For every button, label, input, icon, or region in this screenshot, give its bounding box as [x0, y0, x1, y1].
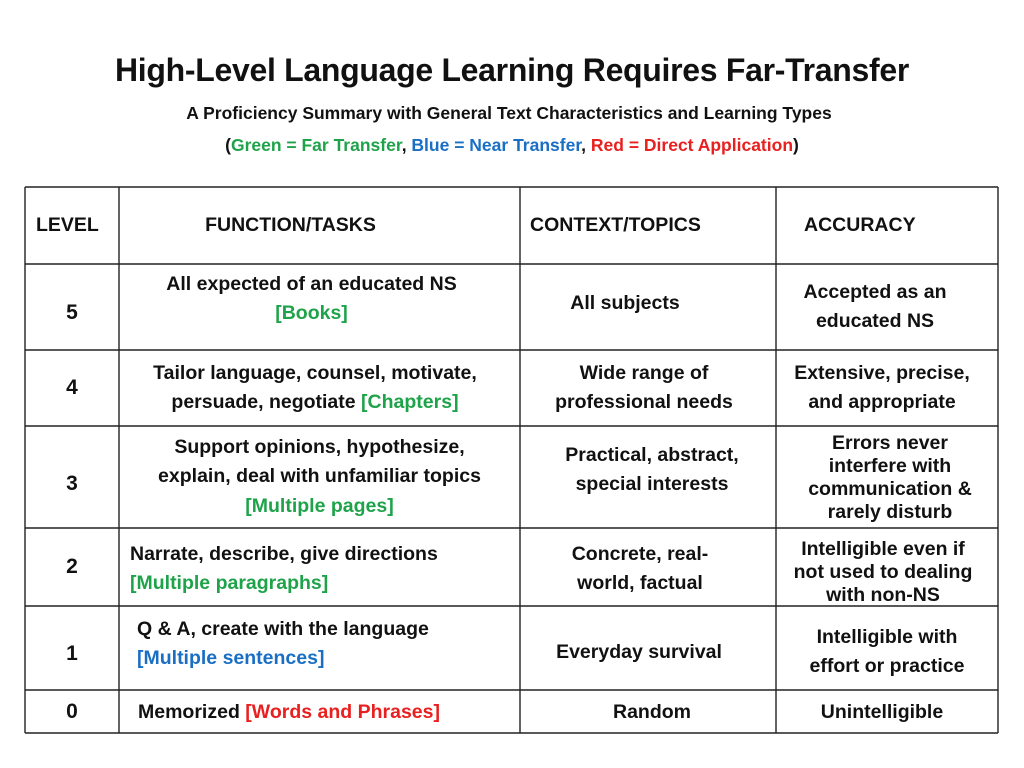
legend-far-transfer: Green = Far Transfer	[230, 135, 402, 155]
level-number: 1	[66, 642, 78, 666]
function-text: Narrate, describe, give directions	[130, 542, 438, 565]
accuracy-text: Errors never	[832, 432, 948, 454]
context-text: Wide range of	[579, 361, 709, 384]
function-text: Tailor language, counsel, motivate,	[153, 361, 477, 384]
legend-close-paren: )	[793, 135, 799, 155]
accuracy-text: effort or practice	[809, 655, 965, 677]
level-number: 4	[66, 376, 78, 400]
context-text: Concrete, real-	[571, 542, 709, 565]
level-number: 2	[66, 555, 78, 579]
header-accuracy-label: ACCURACY	[804, 213, 916, 236]
context-text: professional needs	[555, 391, 733, 413]
function-text: Q & A, create with the language	[137, 617, 429, 640]
context-text: world, factual	[577, 572, 703, 594]
function-text: persuade, negotiate	[171, 391, 356, 413]
header-accuracy	[804, 187, 994, 264]
text-type-direct-application: [Words and Phrases]	[245, 700, 440, 723]
accuracy-text: and appropriate	[808, 391, 956, 413]
function-cell	[138, 690, 518, 735]
accuracy-text: Extensive, precise,	[794, 361, 970, 384]
header-function	[119, 187, 462, 264]
legend-separator: ,	[581, 135, 591, 155]
accuracy-cell	[776, 690, 988, 735]
context-text: Random	[613, 700, 691, 723]
text-type-far-transfer: [Chapters]	[361, 391, 459, 413]
legend-separator: ,	[401, 135, 412, 155]
accuracy-text: interfere with	[828, 455, 952, 477]
context-cell	[520, 350, 768, 426]
function-cell	[137, 606, 517, 682]
text-type-far-transfer: [Books]	[275, 302, 348, 325]
legend-open-paren: (	[225, 135, 231, 155]
header-level	[36, 187, 116, 264]
slide-title: High-Level Language Learning Requires Far-Transfer	[114, 52, 910, 88]
function-text: All expected of an educated NS	[166, 273, 457, 295]
level-cell	[25, 690, 119, 733]
legend-near-transfer: Blue = Near Transfer	[411, 135, 582, 155]
accuracy-text: with non-NS	[826, 583, 940, 606]
context-cell	[520, 426, 784, 514]
level-cell	[25, 350, 119, 426]
context-text: Practical, abstract,	[565, 443, 739, 466]
context-cell	[520, 528, 760, 610]
color-legend	[0, 135, 1024, 156]
accuracy-cell	[776, 264, 974, 350]
context-cell	[520, 690, 784, 735]
context-cell	[520, 616, 758, 690]
accuracy-text: communication &	[808, 478, 972, 500]
slide-subtitle: A Proficiency Summary with General Text Characteristics and Learning Types	[186, 103, 832, 123]
level-cell	[25, 440, 119, 528]
accuracy-cell	[776, 534, 990, 610]
accuracy-text: Unintelligible	[820, 700, 944, 723]
context-cell	[520, 264, 730, 344]
header-level-label: LEVEL	[36, 213, 99, 236]
accuracy-text: Accepted as an	[803, 280, 947, 303]
function-text: explain, deal with unfamiliar topics	[158, 465, 481, 488]
accuracy-cell	[776, 612, 998, 692]
level-number: 0	[66, 699, 78, 723]
function-text: Support opinions, hypothesize,	[174, 436, 465, 459]
accuracy-cell	[776, 350, 988, 426]
header-context	[530, 187, 770, 264]
function-cell	[119, 350, 511, 426]
level-number: 5	[66, 301, 78, 325]
context-text: special interests	[575, 473, 729, 495]
function-cell	[119, 270, 504, 344]
accuracy-text: not used to dealing	[793, 560, 973, 583]
accuracy-text: educated NS	[815, 310, 935, 332]
accuracy-text: Intelligible even if	[801, 537, 965, 560]
level-cell	[25, 528, 119, 606]
legend-direct-application: Red = Direct Application	[590, 135, 794, 155]
text-type-near-transfer: [Multiple sentences]	[137, 647, 325, 669]
header-function-label: FUNCTION/TASKS	[205, 213, 376, 236]
level-cell	[25, 270, 119, 356]
accuracy-text: rarely disturb	[827, 501, 953, 523]
accuracy-text: Intelligible with	[816, 625, 958, 648]
function-cell	[130, 532, 518, 606]
function-cell	[119, 426, 520, 528]
accuracy-cell	[776, 428, 1004, 528]
header-context-label: CONTEXT/TOPICS	[530, 213, 701, 236]
context-text: Everyday survival	[556, 641, 722, 664]
level-cell	[25, 612, 119, 696]
text-type-far-transfer: [Multiple paragraphs]	[130, 572, 329, 594]
function-text: Memorized	[138, 700, 240, 723]
context-text: All subjects	[570, 292, 680, 315]
text-type-far-transfer: [Multiple pages]	[245, 494, 394, 517]
level-number: 3	[66, 472, 78, 496]
